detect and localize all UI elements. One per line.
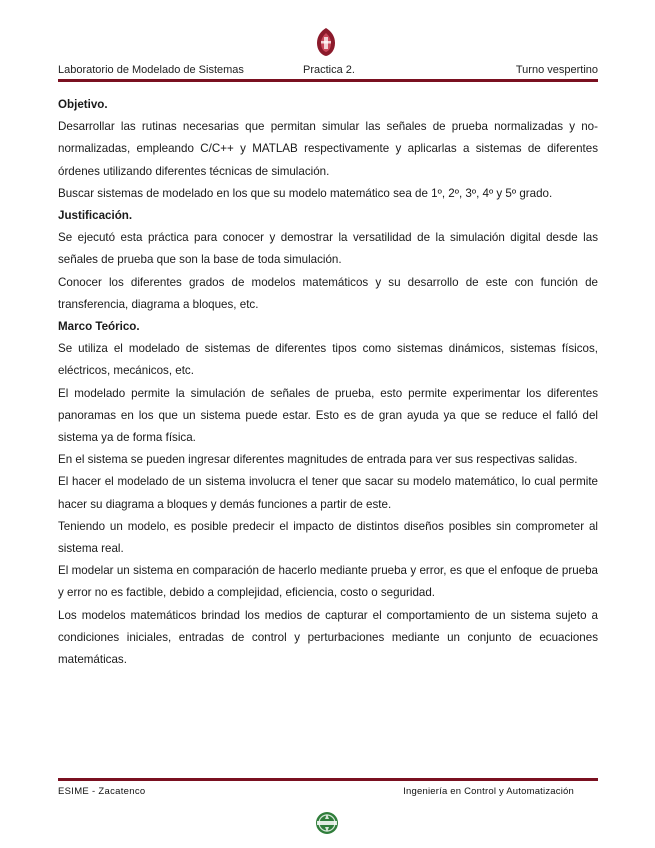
- header-divider: [58, 79, 598, 82]
- paragraph: El hacer el modelado de un sistema involucra el tener que sacar su modelo matemático, lo cual permite hacer su diagrama a bloques y demás funciones a partir de este.: [58, 475, 598, 511]
- esime-logo-icon: [309, 811, 345, 835]
- section-heading-marco-teorico: Marco Teórico.: [58, 320, 140, 334]
- header-practice-number: Practica 2.: [303, 64, 355, 76]
- paragraph: Buscar sistemas de modelado en los que su modelo matemático sea de 1º, 2º, 3º, 4º y 5º grado.: [58, 186, 553, 200]
- page-footer: [58, 786, 598, 800]
- header-shift: Turno vespertino: [515, 64, 598, 76]
- paragraph: El modelado permite la simulación de señales de prueba, esto permite experimentar los diferentes panoramas en los que un sistema puede estar. Esto es de gran ayuda ya que se reduce el falló del sistema ya de forma física.: [58, 386, 598, 445]
- section-heading-justificacion: Justificación.: [58, 209, 133, 223]
- document-body: [58, 94, 598, 671]
- paragraph: Teniendo un modelo, es posible predecir el impacto de distintos diseños posibles sin comprometer al sistema real.: [58, 519, 598, 556]
- paragraph: Los modelos matemáticos brindad los medios de capturar el comportamiento de un sistema sujeto a condiciones iniciales, entradas de control y perturbaciones mediante un conjunto de ecuaciones matemáticas.: [58, 608, 598, 667]
- ipn-logo-icon: [313, 27, 339, 57]
- paragraph: Conocer los diferentes grados de modelos matemáticos y su desarrollo de este con función de transferencia, diagrama a bloques, etc.: [58, 275, 598, 311]
- header-lab-name: Laboratorio de Modelado de Sistemas: [58, 64, 244, 76]
- paragraph: Desarrollar las rutinas necesarias que permitan simular las señales de prueba normalizadas y no-normalizadas, empleando C/C++ y MATLAB respectivamente y aplicarlas a sistemas de diferentes órdenes utilizando diferentes técnicas de simulación.: [58, 120, 598, 178]
- section-heading-objetivo: Objetivo.: [58, 98, 108, 111]
- page-header: [58, 64, 598, 80]
- paragraph: Se ejecutó esta práctica para conocer y demostrar la versatilidad de la simulación digital desde las señales de prueba que son la base de toda simulación.: [58, 231, 598, 267]
- paragraph: Se utiliza el modelado de sistemas de diferentes tipos como sistemas dinámicos, sistemas físicos, eléctricos, mecánicos, etc.: [58, 342, 598, 378]
- footer-program: Ingeniería en Control y Automatización: [403, 786, 574, 797]
- footer-school: ESIME - Zacatenco: [58, 786, 146, 797]
- footer-divider: [58, 778, 598, 781]
- paragraph: El modelar un sistema en comparación de hacerlo mediante prueba y error, es que el enfoque de prueba y error no es factible, debido a complejidad, eficiencia, costo o seguridad.: [58, 564, 598, 600]
- paragraph: En el sistema se pueden ingresar diferentes magnitudes de entrada para ver sus respectivas salidas.: [58, 453, 578, 467]
